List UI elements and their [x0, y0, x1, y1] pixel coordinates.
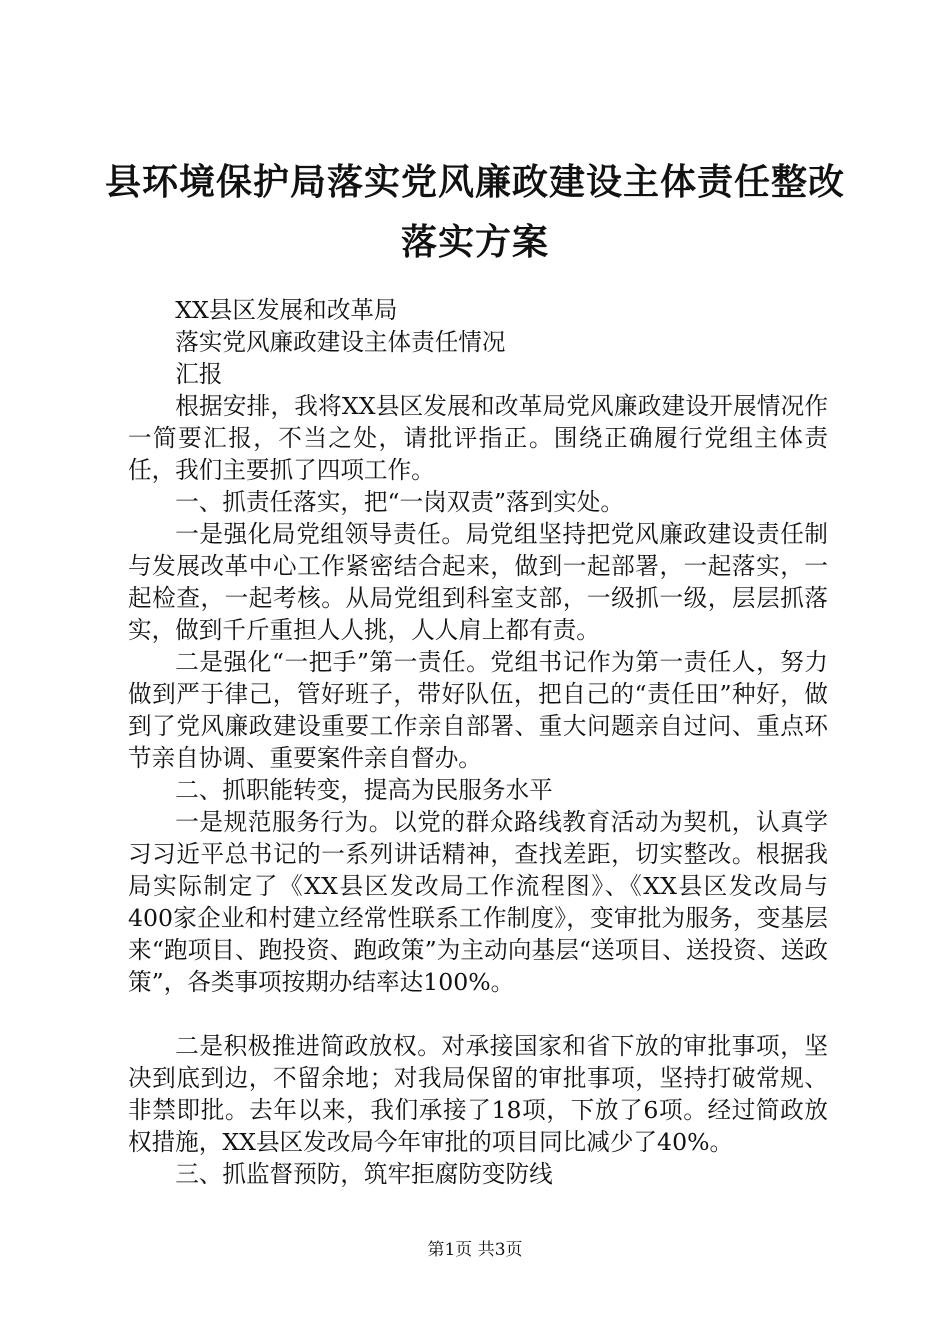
document-title-line1: 县环境保护局落实党风廉政建设主体责任整改: [104, 161, 845, 203]
section-heading-3: 三、抓监督预防，筑牢拒腐防变防线: [175, 1160, 553, 1188]
paragraph-1-1: 一是强化局党组领导责任。局党组坚持把党风廉政建设责任制与发展改革中心工作紧密结合起来，做到一起部署，一起落实，一起检查，一起考核。从局党组到科室支部，一级抓一级，层层抓落实，做到千斤重担人人挑，人人肩上都有责。: [128, 520, 828, 644]
document-title-line2: 落实方案: [400, 221, 549, 263]
section-heading-1: 一、抓责任落实，把“一岗双责”落到实处。: [175, 488, 624, 516]
paragraph-2-2: 二是积极推进简政放权。对承接国家和省下放的审批事项，坚决到底到边，不留余地；对我局保留的审批事项，坚持打破常规、非禁即批。去年以来，我们承接了18项，下放了6项。经过简政放权措施，XX县区发改局今年审批的项目同比减少了40%。: [128, 1032, 828, 1156]
paragraph-org-name: XX县区发展和改革局: [175, 296, 398, 324]
paragraph-intro: 根据安排，我将XX县区发展和改革局党风廉政建设开展情况作一简要汇报，不当之处，请批评指正。围绕正确履行党组主体责任，我们主要抓了四项工作。: [128, 392, 828, 484]
page-footer: 第1页 共3页: [427, 1240, 523, 1260]
paragraph-report-label: 汇报: [175, 360, 223, 388]
document-body: [128, 294, 828, 1190]
paragraph-1-2: 二是强化“一把手”第一责任。党组书记作为第一责任人，努力做到严于律己，管好班子，带好队伍，把自己的“责任田”种好，做到了党风廉政建设重要工作亲自部署、重大问题亲自过问、重点环节亲自协调、重要案件亲自督办。: [128, 648, 828, 772]
paragraph-report-subject: 落实党风廉政建设主体责任情况: [175, 328, 506, 356]
paragraph-2-1: 一是规范服务行为。以党的群众路线教育活动为契机，认真学习习近平总书记的一系列讲话精神，查找差距，切实整改。根据我局实际制定了《XX县区发改局工作流程图》、《XX县区发改局与400家企业和村建立经常性联系工作制度》，变审批为服务，变基层来“跑项目、跑投资、跑政策”为主动向基层“送项目、送投资、送政策”，各类事项按期办结率达100%。: [128, 808, 828, 996]
section-heading-2: 二、抓职能转变，提高为民服务水平: [175, 776, 553, 804]
